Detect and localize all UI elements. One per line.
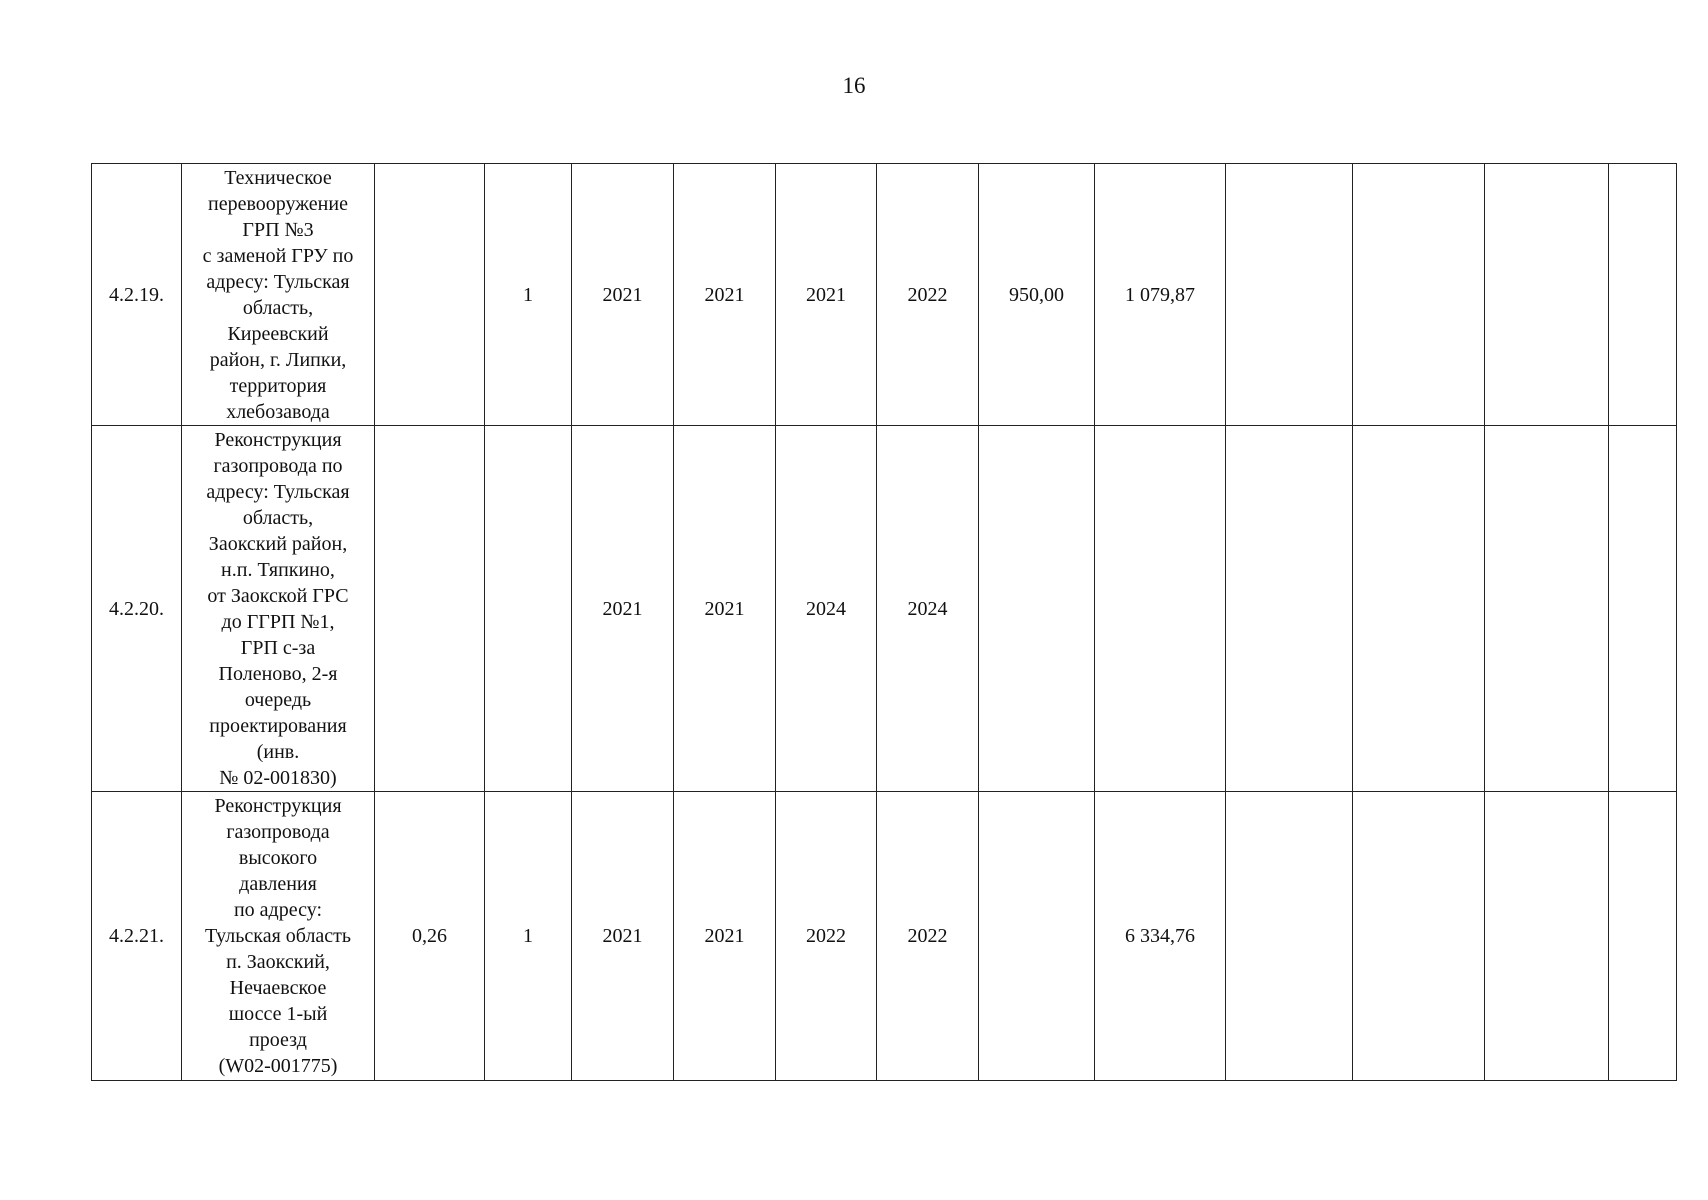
empty-cell (1226, 164, 1353, 426)
year-cell: 2024 (776, 426, 877, 792)
cost-cell: 950,00 (979, 164, 1095, 426)
empty-cell (1353, 426, 1485, 792)
investment-program-table (91, 163, 1677, 1081)
year-cell: 2024 (877, 426, 979, 792)
year-cell: 2022 (877, 792, 979, 1081)
length-cell (375, 164, 485, 426)
item-description: Реконструкция газопровода по адресу: Тульская область, Заокский район, н.п. Тяпкино, от Заокской ГРС до ГГРП №1, ГРП с-за Поленово, 2-я очередь проектирования (инв. № 02-001830) (182, 426, 375, 792)
year-cell: 2022 (776, 792, 877, 1081)
year-cell: 2022 (877, 164, 979, 426)
cost-cell (1095, 426, 1226, 792)
year-cell: 2021 (776, 164, 877, 426)
cost-cell (979, 426, 1095, 792)
cost-cell: 6 334,76 (1095, 792, 1226, 1081)
year-cell: 2021 (572, 164, 674, 426)
cost-cell: 1 079,87 (1095, 164, 1226, 426)
year-cell: 2021 (572, 792, 674, 1081)
item-description: Техническое перевооружение ГРП №3 с заменой ГРУ по адресу: Тульская область, Киреевский район, г. Липки, территория хлебозавода (182, 164, 375, 426)
page-number: 16 (842, 73, 866, 98)
empty-cell (1609, 426, 1677, 792)
cost-cell (979, 792, 1095, 1081)
empty-cell (1353, 164, 1485, 426)
length-cell (375, 426, 485, 792)
empty-cell (1609, 164, 1677, 426)
year-cell: 2021 (674, 164, 776, 426)
item-description: Реконструкция газопровода высокого давления по адресу: Тульская область п. Заокский, Нечаевское шоссе 1-ый проезд (W02-001775) (182, 792, 375, 1081)
table-row (92, 792, 1677, 1081)
year-cell: 2021 (572, 426, 674, 792)
item-number: 4.2.19. (92, 164, 182, 426)
table-row (92, 164, 1677, 426)
count-cell: 1 (485, 164, 572, 426)
item-number: 4.2.21. (92, 792, 182, 1081)
empty-cell (1609, 792, 1677, 1081)
year-cell: 2021 (674, 426, 776, 792)
empty-cell (1485, 164, 1609, 426)
empty-cell (1353, 792, 1485, 1081)
empty-cell (1485, 426, 1609, 792)
empty-cell (1485, 792, 1609, 1081)
table-row (92, 426, 1677, 792)
empty-cell (1226, 792, 1353, 1081)
count-cell (485, 426, 572, 792)
count-cell: 1 (485, 792, 572, 1081)
item-number: 4.2.20. (92, 426, 182, 792)
year-cell: 2021 (674, 792, 776, 1081)
empty-cell (1226, 426, 1353, 792)
length-cell: 0,26 (375, 792, 485, 1081)
